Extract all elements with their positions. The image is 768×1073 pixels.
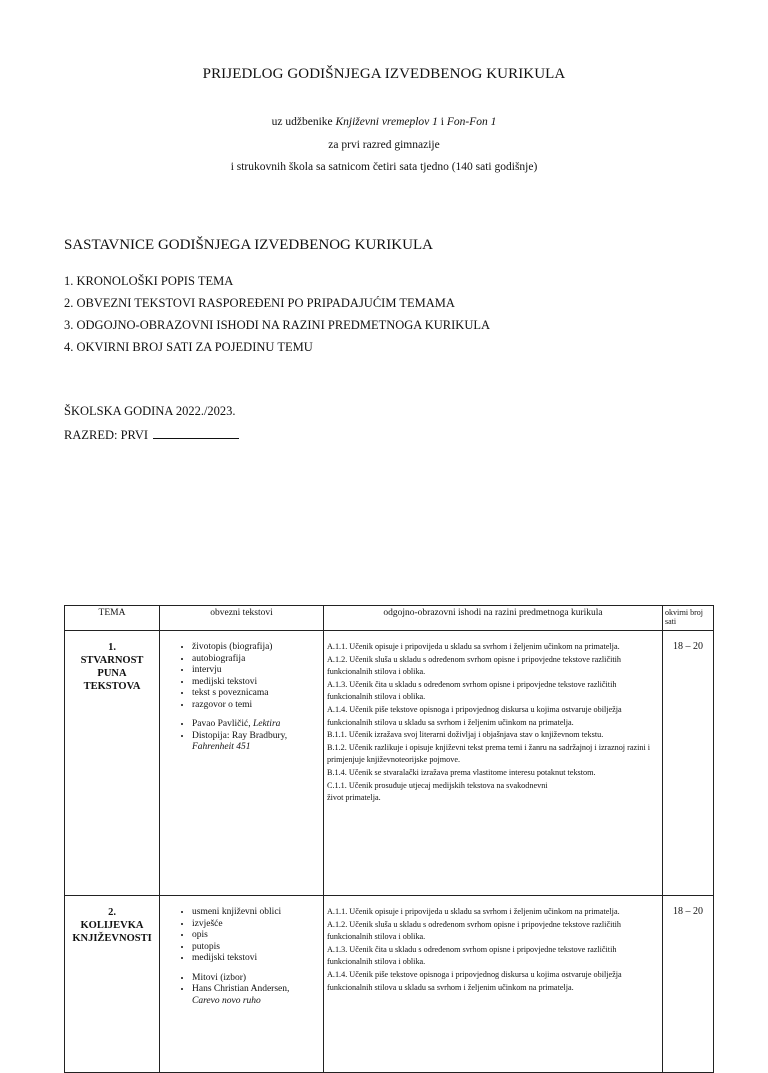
outcome-text: B.1.4. Učenik se stvaralački izražava prema vlastitome interesu potaknut tekstom. bbox=[327, 767, 596, 777]
reading-author: Pavao Pavličić, bbox=[192, 719, 253, 729]
outcome-text: A.1.4. Učenik piše tekstove opisnoga i pripovjednog diskursa u kojima ostvaruje obilježja funkcionalnih stilova u skladu sa svrhom i željenim učinkom na primatelja. bbox=[327, 969, 622, 992]
topic-cell bbox=[65, 631, 160, 896]
reading-item bbox=[192, 731, 319, 754]
textbook-title-2: Fon-Fon 1 bbox=[446, 116, 497, 128]
genre-item: • razgovor o temi bbox=[192, 700, 319, 712]
genre-item: • autobiografija bbox=[192, 654, 319, 666]
outcomes-cell bbox=[324, 631, 663, 896]
topic-cell bbox=[65, 896, 160, 1073]
reading-title: Fahrenheit 451 bbox=[192, 742, 251, 752]
column-header-topic: TEMA bbox=[65, 606, 160, 631]
topic-name-line: KNJIŽEVNOSTI bbox=[72, 933, 152, 944]
outcome-text: B.1.1. Učenik izražava svoj literarni doživljaj i objašnjava stav o književnom tekstu. bbox=[327, 730, 604, 740]
reading-list bbox=[164, 719, 319, 754]
genre-list bbox=[164, 907, 319, 965]
topic-name-line: STVARNOST bbox=[80, 655, 144, 666]
table-header-row bbox=[65, 606, 714, 631]
reading-item bbox=[192, 984, 319, 1007]
required-texts-cell bbox=[160, 896, 324, 1073]
genre-item: • medijski tekstovi bbox=[192, 677, 319, 689]
table-row bbox=[65, 896, 714, 1073]
genre-item: • životopis (biografija) bbox=[192, 642, 319, 654]
component-item: 1. KRONOLOŠKI POPIS TEMA bbox=[64, 274, 234, 288]
topic-number: 2. bbox=[108, 907, 116, 918]
textbook-title-1: Književni vremeplov 1 bbox=[335, 116, 438, 128]
outcome-text: A.1.1. Učenik opisuje i pripovijeda u skladu sa svrhom i željenim učinkom na primatelja. bbox=[327, 907, 620, 916]
genre-item: • izvješće bbox=[192, 919, 319, 931]
genre-item: • usmeni književni oblici bbox=[192, 907, 319, 919]
components-heading: SASTAVNICE GODIŠNJEGA IZVEDBENOG KURIKULA bbox=[64, 237, 433, 253]
outcome-text: C.1.1. Učenik prosuđuje utjecaj medijskih tekstova na svakodnevni bbox=[327, 780, 548, 790]
column-header-outcomes: odgojno-obrazovni ishodi na razini predmetnoga kurikula bbox=[324, 606, 663, 631]
column-header-texts: obvezni tekstovi bbox=[160, 606, 324, 631]
grade-blank-line bbox=[153, 426, 239, 439]
reading-title: Lektira bbox=[252, 719, 281, 729]
outcome-text: A.1.2. Učenik sluša u skladu s određenom svrhom opisne i pripovjedne tekstove različitih funkcionalnih stilova i oblika. bbox=[327, 654, 622, 677]
textbook-conjunction: i bbox=[437, 116, 447, 128]
component-item: 4. OKVIRNI BROJ SATI ZA POJEDINU TEMU bbox=[64, 340, 313, 354]
components-list bbox=[64, 272, 490, 360]
genre-list bbox=[164, 642, 319, 711]
topic-number: 1. bbox=[108, 642, 116, 653]
curriculum-table bbox=[64, 605, 714, 1073]
genre-item: • intervju bbox=[192, 665, 319, 677]
genre-item: • tekst s poveznicama bbox=[192, 688, 319, 700]
column-header-hours: okvirni broj sati bbox=[663, 606, 714, 631]
reading-item bbox=[192, 973, 319, 985]
outcome-text: A.1.1. Učenik opisuje i pripovijeda u skladu sa svrhom i željenim učinkom na primatelja. bbox=[327, 642, 620, 651]
reading-list bbox=[164, 973, 319, 1008]
required-texts-cell bbox=[160, 631, 324, 896]
outcome-text: A.1.3. Učenik čita u skladu s određenom svrhom opisne i pripovjedne tekstove različitih funkcionalnih stilova i oblika. bbox=[327, 679, 617, 702]
genre-item: • putopis bbox=[192, 942, 319, 954]
schedule-line: i strukovnih škola sa satnicom četiri sata tjedno (140 sati godišnje) bbox=[230, 161, 538, 173]
reading-author: Distopija: Ray Bradbury, bbox=[192, 730, 288, 741]
outcomes-cell bbox=[324, 896, 663, 1073]
reading-item bbox=[192, 719, 319, 731]
outcome-text: B.1.2. Učenik razlikuje i opisuje književni tekst prema temi i žanru na sadržajnoj i izraznoj razini i primjenjuje književnoteorijske pojmove. bbox=[327, 742, 651, 765]
reading-author: Hans Christian Andersen, bbox=[192, 984, 290, 994]
component-item: 2. OBVEZNI TEKSTOVI RASPOREĐENI PO PRIPADAJUĆIM TEMAMA bbox=[64, 296, 455, 310]
grade-line: za prvi razred gimnazije bbox=[328, 139, 440, 151]
topic-name-line: KOLIJEVKA bbox=[80, 920, 144, 931]
table-row bbox=[65, 631, 714, 896]
hours-cell: 18 – 20 bbox=[663, 896, 714, 1073]
outcome-text: A.1.4. Učenik piše tekstove opisnoga i pripovjednog diskursa u kojima ostvaruje obilježja funkcionalnih stilova u skladu sa svrhom i željenim učinkom na primatelja. bbox=[327, 704, 622, 727]
reading-title: Carevo novo ruho bbox=[192, 995, 261, 1006]
grade-label: RAZRED: PRVI bbox=[64, 428, 149, 442]
document-title: PRIJEDLOG GODIŠNJEGA IZVEDBENOG KURIKULA bbox=[202, 66, 566, 82]
textbook-prefix: uz udžbenike bbox=[271, 116, 336, 128]
school-year: ŠKOLSKA GODINA 2022./2023. bbox=[64, 404, 236, 418]
outcome-text: A.1.2. Učenik sluša u skladu s određenom svrhom opisne i pripovjedne tekstove različitih funkcionalnih stilova i oblika. bbox=[327, 919, 622, 942]
hours-cell: 18 – 20 bbox=[663, 631, 714, 896]
component-item: 3. ODGOJNO-OBRAZOVNI ISHODI NA RAZINI PREDMETNOGA KURIKULA bbox=[64, 318, 491, 332]
topic-name-line: TEKSTOVA bbox=[83, 681, 141, 692]
genre-item: • opis bbox=[192, 930, 319, 942]
topic-name-line: PUNA bbox=[97, 668, 127, 679]
genre-item: • medijski tekstovi bbox=[192, 953, 319, 965]
grade-field bbox=[64, 426, 239, 443]
outcome-text: A.1.3. Učenik čita u skladu s određenom svrhom opisne i pripovjedne tekstove različitih funkcionalnih stilova i oblika. bbox=[327, 944, 617, 967]
textbook-line bbox=[0, 116, 768, 128]
outcome-text: život primatelja. bbox=[327, 793, 381, 803]
reading-author: Mitovi (izbor) bbox=[192, 972, 247, 983]
